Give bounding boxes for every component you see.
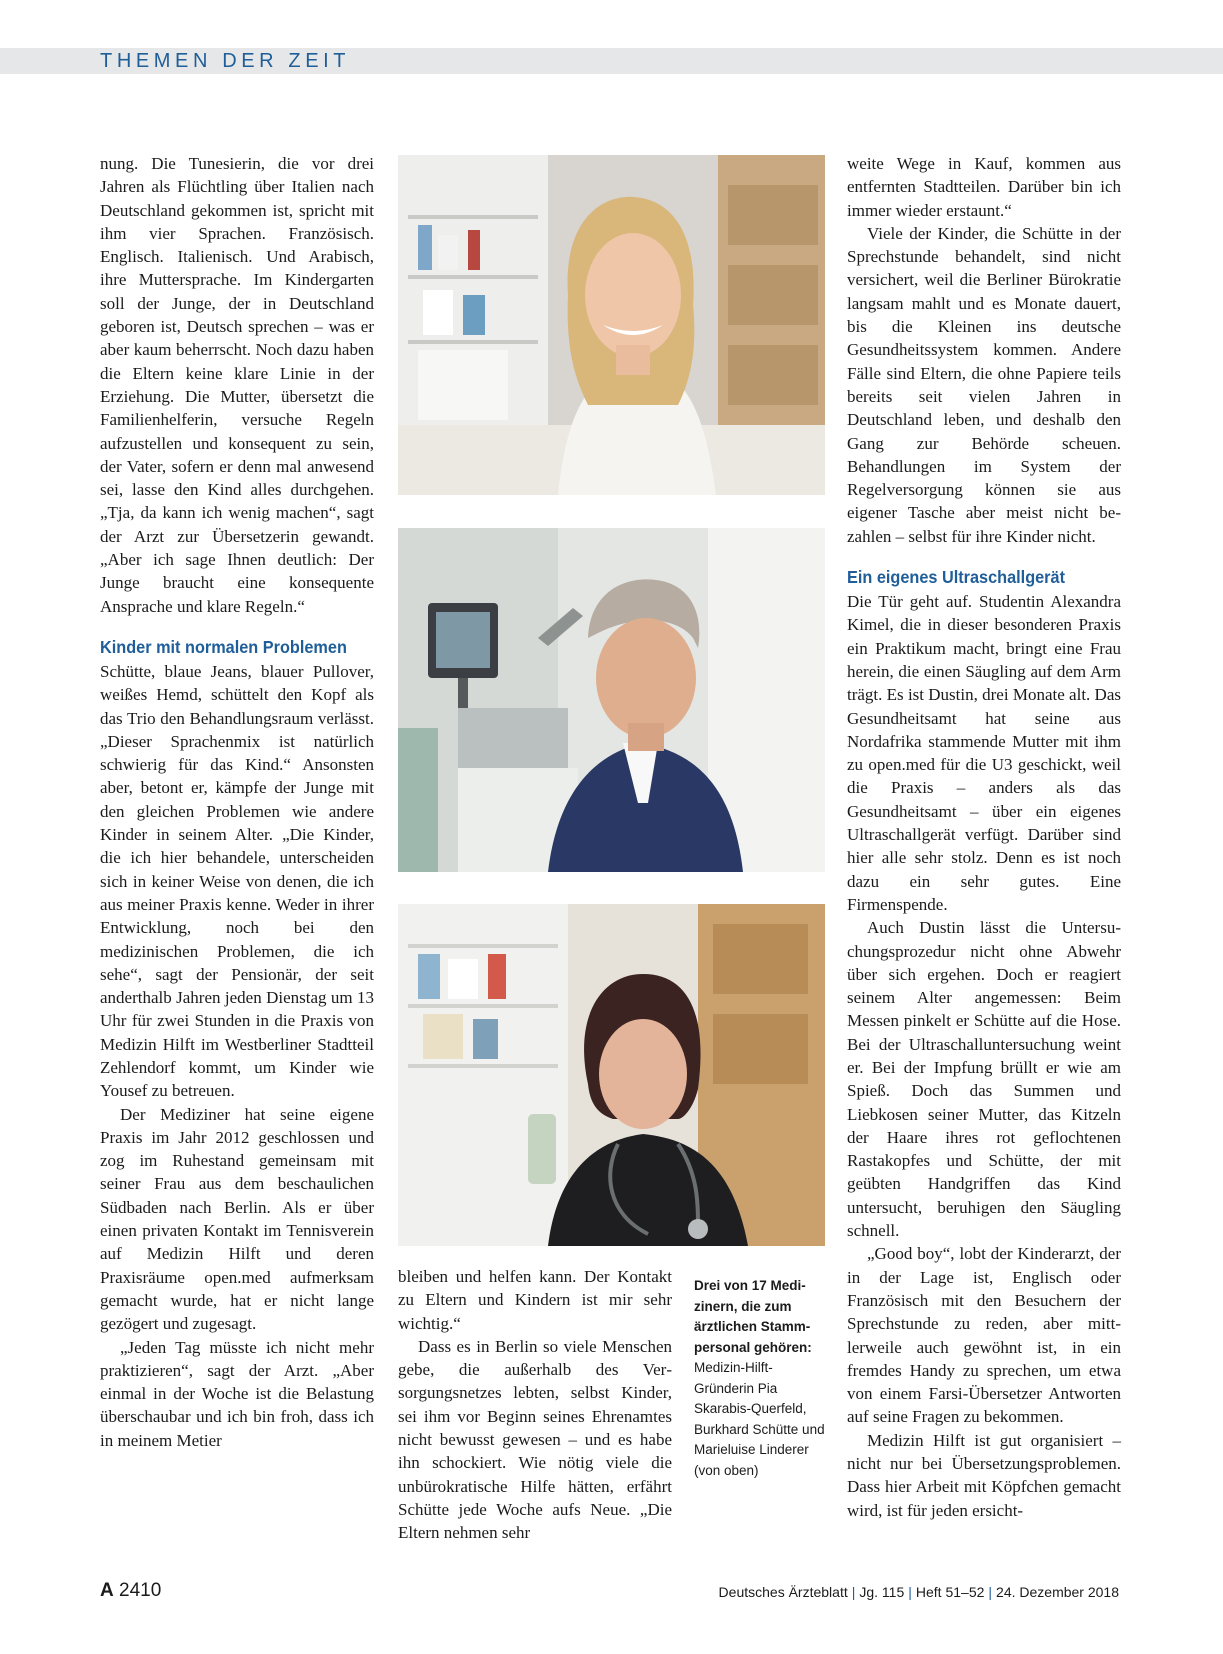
subheading-ultraschall: Ein eigenes Ultraschallgerät [847,567,1065,588]
journal-date: 24. Dezember 2018 [996,1584,1119,1600]
caption-text: Medizin-Hilft-Gründerin Pia Skarabis-Querfeld, Burkhard Schütte und Marieluise Linderer (von oben) [694,1360,825,1478]
section-title: THEMEN DER ZEIT [100,50,351,72]
journal-name: Deutsches Ärzteblatt [718,1584,848,1600]
paragraph: nung. Die Tunesierin, die vor drei Jahren als Flüchtling über Italien nach Deutschland gekommen ist, spricht mit ihm vier Sprachen. Französisch. Englisch. Italienisch. Und Arabisch, ihre Muttersprache. Im Kindergarten soll der Junge, der in Deutschland geboren ist, Deutsch sprechen – was er aber kaum beherrscht. Noch dazu haben die Eltern keine klare Linie in der Erziehung. Die Mutter, übersetzt die Familienhelferin, versuche Regeln aufzustellen und konsequent zu sein, der Vater, sofern er denn mal anwesend sei, lasse den Kind alles durchgehen. „Tja, da kann ich wenig machen“, sagt der Arzt zur Übersetzerin gewandt. „Aber ich sage Ihnen deutlich: Der Junge braucht eine konsequente Ansprache und klare Regeln.“ [100,154,374,616]
paragraph: Viele der Kinder, die Schütte in der Sprechstunde behandelt, sind nicht versichert, weil die Berliner Bürokratie langsam mahlt und es Monate dauert, bis die Kleinen ins deutsche Gesundheitssystem kommen. Andere Fälle sind Eltern, die ohne Papiere teils bereits seit vielen Jahren in Deutschland leben, und deshalb den Gang zur Behörde scheuen. Behandlungen im System der Regelversorgung können sie aus eigener Tasche aber meist nicht bezahlen – selbst für ihre Kinder nicht. [847,223,1121,546]
subheading-kinder: Kinder mit normalen Problemen [100,636,347,657]
journal-issue: Heft 51–52 [915,1584,985,1600]
paragraph: „Good boy“, lobt der Kinderarzt, der in der Lage ist, Englisch oder Französisch mit den Besuchern der Sprechstunde zu reden, aber mittlerweile auch gewöhnt ist, in ein fremdes Handy zu sprechen, um etwa von einem Farsi-Übersetzer Antworten auf seine Fragen zu bekommen. [847,1244,1121,1427]
paragraph: Auch Dustin lässt die Untersuchungsprozedur nicht ohne Abwehr über sich ergehen. Doch er reagiert seinem Alter angemessen: Beim Messen pinkelt er Schütte auf die Hose. Bei der Ultraschalluntersuchung weint er. Bei der Impfung brüllt er wie am Spieß. Doch das Summen und Liebkosen seiner Mutter, das Kitzeln der Haare ihres rot geflochtenen Rastakopfes und Schütte, der mit geübten Handgriffen das Kind untersucht, beruhigen den Säugling schnell. [847,918,1121,1241]
paragraph: Die Tür geht auf. Studentin Alexandra Kimel, die in dieser besonderen Praxis ein Praktikum macht, bringt eine Frau herein, die einen Säugling auf dem Arm trägt. Es ist Dustin, drei Monate alt. Das Gesundheitsamt hat seine aus Nordafrika stammende Mutter mit ihm zu open.med für die U3 geschickt, weil die Praxis – anders als das Gesundheitsamt – über ein eigenes Ultraschallgerät verfügt. Darüber sind hier alle sehr stolz. Denn es ist noch dazu ein sehr gutes. Eine Firmenspende. [847,592,1121,914]
footer-separator: | [851,1584,856,1600]
article-column-3 [847,152,1121,1522]
paragraph: Der Mediziner hat seine eigene Praxis im Jahr 2012 geschlossen und zog im Ruhestand gemeinsam mit seiner Frau aus dem beschaulichen Südbaden nach Berlin. Als er über einen privaten Kontakt im Tennisverein auf Medizin Hilft und deren Praxisräume open.med aufmerksam gemacht wurde, hat er nicht lange gezögert und zugesagt. [100,1104,374,1334]
paragraph: Dass es in Berlin so viele Menschen gebe, die außerhalb des Versorgungsnetzes lebten, selbst Kinder, sei ihm vor Beginn seines Ehrenamtes nicht bewusst gewesen – und es habe ihn schockiert. Wie nötig viele die unbürokratische Hilfe hätten, erfährt Schütte jede Woche aufs Neue. „Die Eltern nehmen sehr [398,1336,672,1543]
journal-footer [719,1584,1119,1600]
page-prefix: A [100,1580,114,1601]
photo-marieluise-linderer [398,904,825,1246]
page-number-value: 2410 [119,1580,162,1601]
article-column-1 [100,152,374,1452]
paragraph: bleiben und helfen kann. Der Kontakt zu Eltern und Kindern ist mir sehr wichtig.“ [398,1267,672,1333]
paragraph: Medizin Hilft ist gut organisiert – nicht nur bei Übersetzungsproblemen. Dass hier Arbeit mit Köpfchen gemacht wird, ist für jeden ersicht- [847,1430,1121,1520]
article-column-2 [398,1265,672,1545]
paragraph: Schütte, blaue Jeans, blauer Pullover, weißes Hemd, schüttelt den Kopf als das Trio den Behandlungsraum verlässt. „Dieser Sprachenmix ist natürlich schwierig für das Kind.“ Ansonsten aber, betont er, kämpfe der Junge mit den gleichen Problemen wie andere Kinder in seinem Alter. „Die Kinder, die ich hier behandele, unterscheiden sich in keiner Weise von denen, die ich aus meiner Praxis kenne. Weder in ihrer Entwicklung, noch bei den medizinischen Problemen, die ich sehe“, sagt der Pensionär, der seit anderthalb Jahren jeden Dienstag um 13 Uhr für zwei Stunden in die Praxis von Medizin Hilft im Westberliner Stadtteil Zehlendorf kommt, um Kinder wie Yousef zu betreuen. [100,661,374,1101]
photo-caption [694,1276,829,1481]
photo-burkhard-schuette [398,528,825,872]
caption-lead: Drei von 17 Medizinern, die zum ärztlichen Stammpersonal gehören: [694,1278,812,1355]
paragraph: weite Wege in Kauf, kommen aus entfernten Stadtteilen. Darüber bin ich immer wieder erstaunt.“ [847,154,1121,220]
journal-volume: Jg. 115 [859,1584,905,1600]
footer-separator: | [908,1584,912,1600]
photo-pia-skarabis-querfeld [398,155,825,495]
footer-separator: | [988,1584,993,1600]
paragraph: „Jeden Tag müsste ich nicht mehr praktizieren“, sagt der Arzt. „Aber einmal in der Woche ist die Belastung überschaubar und ich bin froh, dass ich in meinem Metier [100,1337,374,1450]
page-number [100,1580,161,1602]
